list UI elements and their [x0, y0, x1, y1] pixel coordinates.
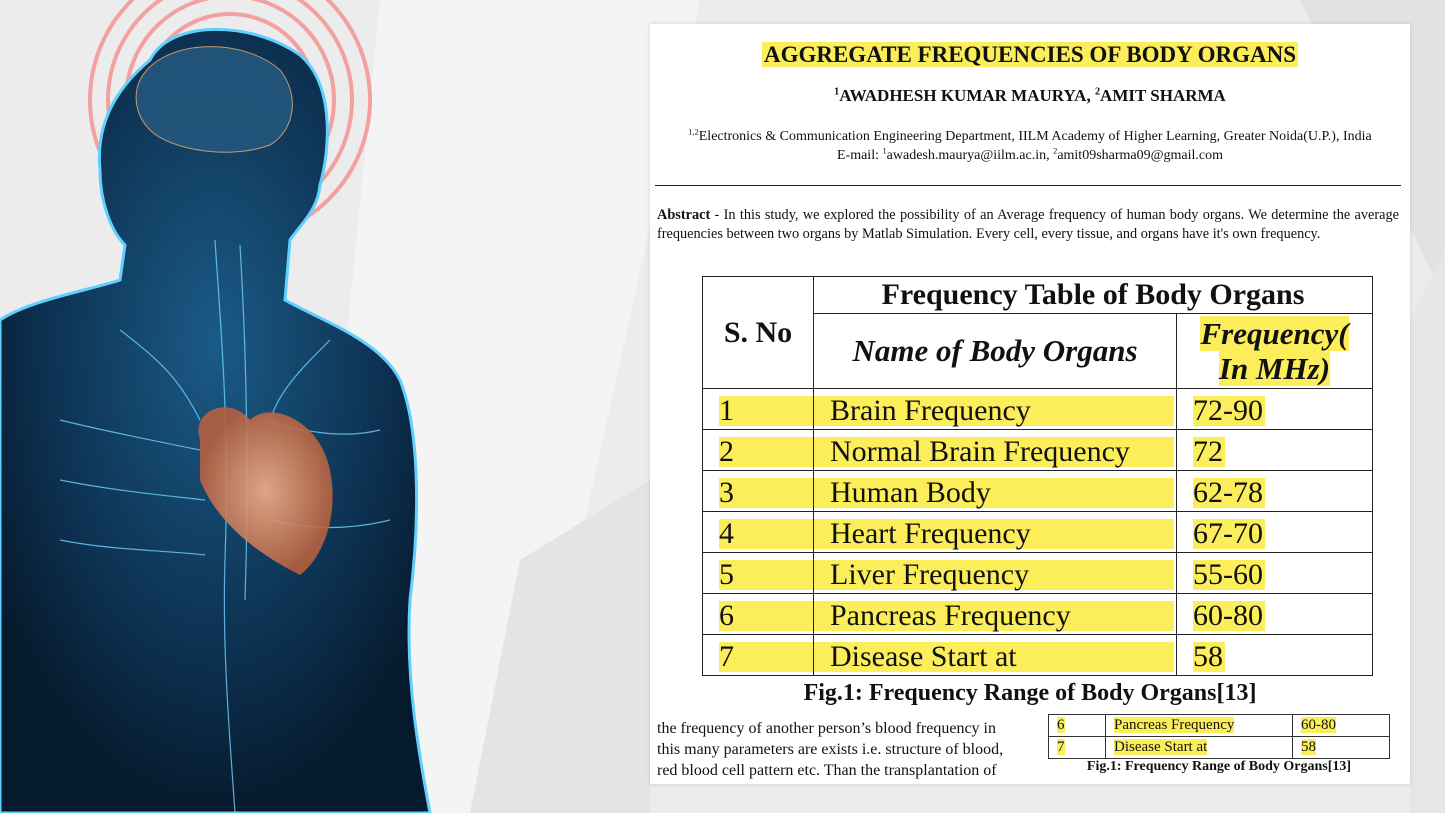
table-row: [703, 389, 1373, 430]
paper-authors: $^1$AWADHESH KUMAR MAURYA, $^2$AMIT SHARMA: [834, 86, 1226, 105]
human-body-illustration: [0, 0, 470, 813]
organ-name-cell: Disease Start at: [1106, 737, 1293, 759]
sno-cell: 6: [1049, 715, 1106, 737]
sno-cell: 1: [703, 389, 814, 430]
frequency-cell: 67-70: [1177, 512, 1373, 553]
small-frequency-table: [1048, 714, 1390, 759]
sno-cell: 6: [703, 594, 814, 635]
frequency-cell: 72-90: [1177, 389, 1373, 430]
frequency-cell: 72: [1177, 430, 1373, 471]
small-figure-caption: Fig.1: Frequency Range of Body Organs[13]: [1086, 759, 1352, 774]
table-row: [703, 594, 1373, 635]
brain-icon: [136, 47, 292, 153]
organ-name-cell: Liver Frequency: [814, 553, 1177, 594]
sno-cell: 4: [703, 512, 814, 553]
body-text: the frequency of another person’s blood frequency in this many parameters are exists i.e. structure of blood, red blood cell pattern etc. Than the transplantation of: [657, 720, 1004, 779]
organ-name-cell: Heart Frequency: [814, 512, 1177, 553]
sno-cell: 7: [1049, 737, 1106, 759]
organ-name-cell: Pancreas Frequency: [814, 594, 1177, 635]
frequency-cell: 62-78: [1177, 471, 1373, 512]
table-row: [703, 635, 1373, 676]
frequency-cell: 58: [1293, 737, 1390, 759]
sno-cell: 7: [703, 635, 814, 676]
organ-name-cell: Brain Frequency: [814, 389, 1177, 430]
organ-name-cell: Human Body: [814, 471, 1177, 512]
abstract: Abstract - In this study, we explored the possibility of an Average frequency of human body organs. We determine the average frequencies between two organs by Matlab Simulation. Every cell, every tissue, and organs have it's own frequency.: [657, 207, 1399, 242]
frequency-table: [702, 276, 1373, 676]
frequency-cell: 58: [1177, 635, 1373, 676]
table-caption: Frequency Table of Body Organs: [814, 277, 1373, 314]
sno-cell: 5: [703, 553, 814, 594]
paper-document: [650, 24, 1410, 784]
organ-name-cell: Pancreas Frequency: [1106, 715, 1293, 737]
col-name-header: Name of Body Organs: [814, 314, 1177, 389]
col-sno-header: S. No: [703, 277, 814, 389]
divider: [655, 185, 1401, 186]
table-row: [703, 553, 1373, 594]
table-row: [703, 512, 1373, 553]
affiliation: $^{1,2}$Electronics & Communication Engineering Department, IILM Academy of Higher Learning, Greater Noida(U.P.), India E-mail: $^1$awadesh.maurya@iilm.ac.in, $^2$amit09sharma09@gmail.com: [650, 127, 1410, 165]
sno-cell: 3: [703, 471, 814, 512]
frequency-cell: 60-80: [1177, 594, 1373, 635]
paper-title: AGGREGATE FREQUENCIES OF BODY ORGANS: [763, 42, 1297, 67]
frequency-cell: 60-80: [1293, 715, 1390, 737]
email-line: E-mail: $^1$awadesh.maurya@iilm.ac.in, $^2$amit09sharma09@gmail.com: [836, 146, 1224, 163]
small-table-row: [1049, 737, 1390, 759]
organ-name-cell: Disease Start at: [814, 635, 1177, 676]
frequency-cell: 55-60: [1177, 553, 1373, 594]
figure-caption: Fig.1: Frequency Range of Body Organs[13]: [803, 680, 1257, 706]
small-table-row: [1049, 715, 1390, 737]
col-freq-header: Frequency( In MHz): [1177, 314, 1373, 389]
table-row: [703, 430, 1373, 471]
sno-cell: 2: [703, 430, 814, 471]
organ-name-cell: Normal Brain Frequency: [814, 430, 1177, 471]
table-row: [703, 471, 1373, 512]
